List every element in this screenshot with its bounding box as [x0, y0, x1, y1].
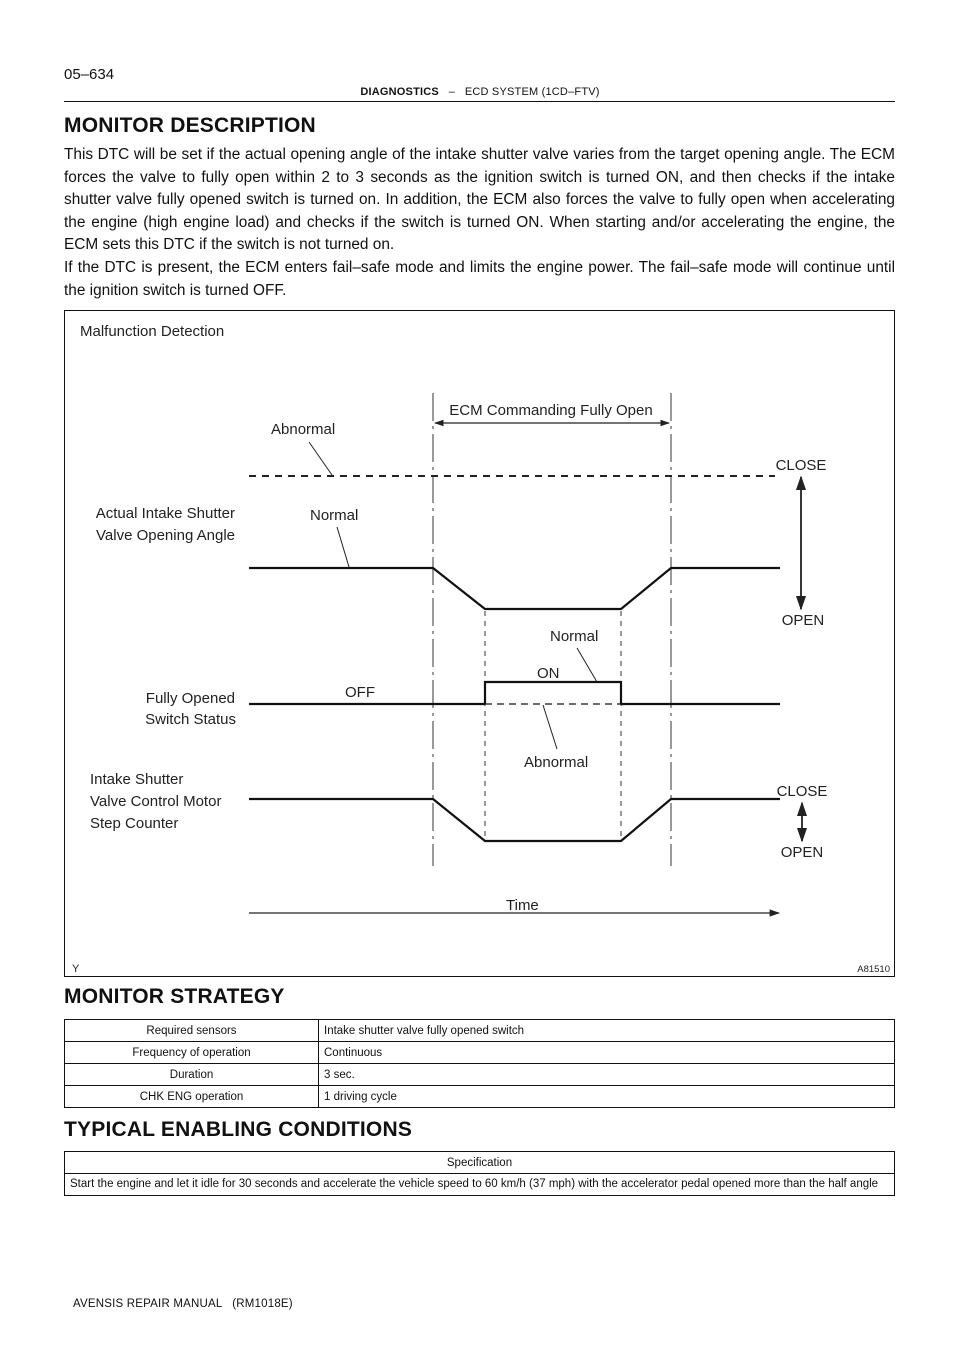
normal-mid-leader [577, 648, 597, 682]
strategy-value: Continuous [319, 1042, 895, 1064]
monitor-description-body [64, 144, 895, 302]
monitor-strategy-title: MONITOR STRATEGY [64, 985, 285, 1008]
normal-mid-label: Normal [550, 628, 599, 645]
normal-top-leader [337, 527, 349, 567]
enabling-conditions-title: TYPICAL ENABLING CONDITIONS [64, 1118, 413, 1141]
running-header [0, 86, 960, 98]
header-section: DIAGNOSTICS [360, 86, 439, 98]
abnormal-mid-label: Abnormal [524, 754, 589, 771]
strategy-value: Intake shutter valve fully opened switch [319, 1020, 895, 1042]
actual-angle-waveform [249, 568, 780, 609]
strategy-key: Frequency of operation [65, 1042, 319, 1064]
motor-label-3: Step Counter [90, 815, 179, 832]
motor-label-2: Valve Control Motor [90, 793, 222, 810]
enabling-conditions-table [64, 1151, 895, 1196]
monitor-description-title: MONITOR DESCRIPTION [64, 114, 316, 137]
off-label: OFF [345, 684, 375, 701]
header-separator: – [448, 86, 456, 98]
strategy-key: Duration [65, 1064, 319, 1086]
strategy-key: CHK ENG operation [65, 1086, 319, 1108]
strategy-key: Required sensors [65, 1020, 319, 1042]
description-paragraph: This DTC will be set if the actual opening angle of the intake shutter valve varies from the target opening angle. The ECM forces the valve to fully open within 2 to 3 seconds as the ignition switch is turned ON, and then checks if the intake shutter valve fully opened switch is turned on. In addition, the ECM also forces the valve to fully open when accelerating the engine (high engine load) and checks if the switch is turned ON. When starting and/or accelerating the engine, the ECM sets this DTC if the switch is not turned on. [64, 146, 895, 254]
motor-label-1: Intake Shutter [90, 771, 184, 788]
header-subsection: ECD SYSTEM (1CD–FTV) [464, 86, 600, 98]
abnormal-top-label: Abnormal [271, 421, 336, 438]
page-number: 05–634 [64, 66, 115, 83]
specification-header: Specification [65, 1152, 895, 1174]
figure-corner-mark: Y [72, 963, 80, 975]
strategy-value: 3 sec. [319, 1064, 895, 1086]
time-label: Time [506, 897, 539, 914]
close-top-label: CLOSE [775, 457, 827, 474]
figure-id: A81510 [857, 964, 890, 975]
abnormal-top-leader [309, 442, 332, 475]
normal-top-label: Normal [310, 507, 359, 524]
switch-label-1: Fully Opened [145, 690, 235, 707]
monitor-strategy-table [64, 1019, 895, 1108]
actual-angle-label-2: Valve Opening Angle [96, 527, 235, 544]
open-bottom-label: OPEN [780, 844, 824, 861]
close-bottom-label: CLOSE [776, 783, 828, 800]
ecm-commanding-label: ECM Commanding Fully Open [449, 402, 653, 419]
table-row [65, 1064, 895, 1086]
table-header-row [65, 1152, 895, 1174]
table-row [65, 1086, 895, 1108]
switch-label-2: Switch Status [145, 711, 236, 728]
timing-diagram [65, 311, 896, 978]
manual-footer: AVENSIS REPAIR MANUAL (RM1018E) [73, 1298, 293, 1310]
step-counter-waveform [249, 799, 780, 841]
abnormal-mid-leader [543, 705, 557, 749]
table-row [65, 1042, 895, 1064]
description-paragraph: If the DTC is present, the ECM enters fail–safe mode and limits the engine power. The fail–safe mode will continue until the ignition switch is turned OFF. [64, 258, 895, 299]
table-row [65, 1174, 895, 1196]
open-top-label: OPEN [781, 612, 825, 629]
on-label: ON [537, 665, 560, 682]
specification-text: Start the engine and let it idle for 30 seconds and accelerate the vehicle speed to 60 km/h (37 mph) with the accelerator pedal opened more than the half angle [65, 1174, 895, 1196]
malfunction-detection-figure [64, 310, 895, 977]
actual-angle-label-1: Actual Intake Shutter [95, 505, 235, 522]
switch-normal-on-pulse [485, 682, 621, 704]
table-row [65, 1020, 895, 1042]
strategy-value: 1 driving cycle [319, 1086, 895, 1108]
figure-title: Malfunction Detection [80, 323, 225, 340]
header-rule [64, 101, 895, 102]
